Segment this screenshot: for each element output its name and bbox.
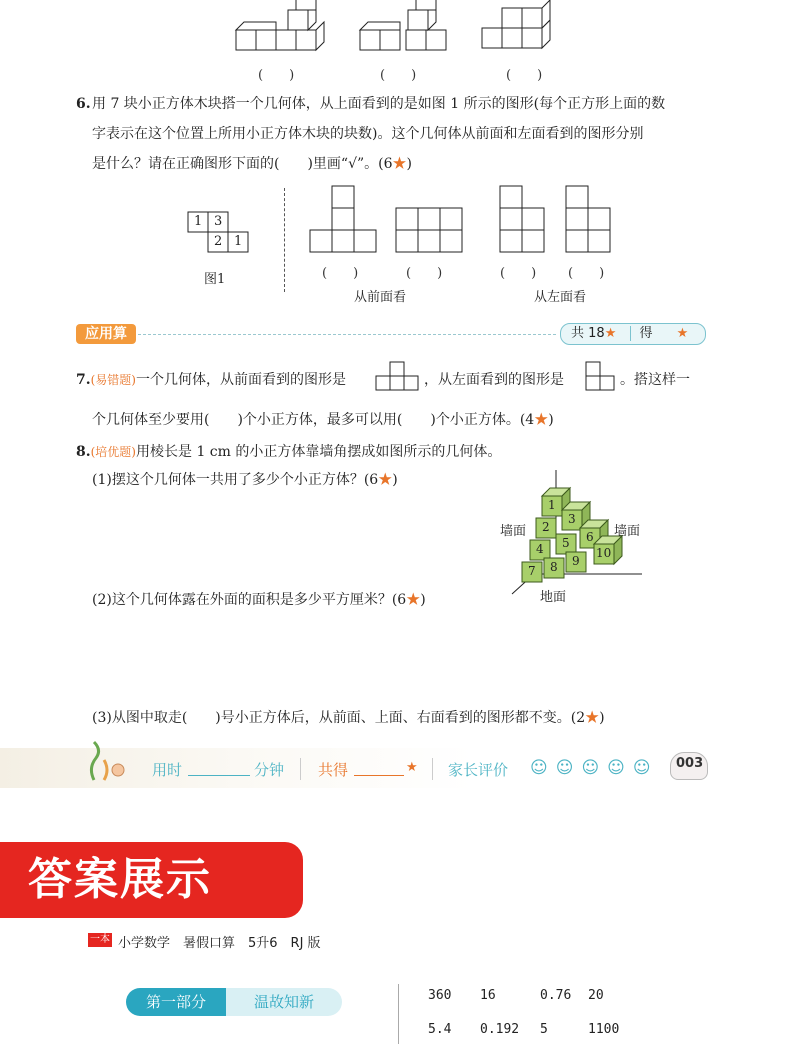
- q7-number: 7.: [76, 372, 91, 388]
- cube-number: 8: [550, 560, 558, 574]
- footer-divider: [432, 758, 433, 780]
- cube-number: 6: [586, 530, 594, 544]
- parent-label: 家长评价: [448, 761, 509, 779]
- answer-value: 20: [588, 988, 604, 1003]
- q7-line-1: [76, 370, 346, 390]
- q8-line-1: [76, 442, 501, 462]
- answer-value: 0.76: [540, 988, 572, 1003]
- grid-number: 2: [214, 234, 223, 249]
- section-title: 应用算: [76, 324, 136, 344]
- q7-text-c: 。搭这样一: [620, 372, 690, 388]
- section-divider: [138, 334, 556, 335]
- answer-value: 16: [480, 988, 496, 1003]
- front-view-option-a: [310, 186, 380, 256]
- q6-paren-1[interactable]: ( ): [322, 266, 359, 281]
- got-label: 共得: [318, 761, 349, 779]
- q8-number: 8.: [76, 444, 91, 460]
- cube-figure-1: [232, 0, 332, 60]
- q8-sub-1-wrap: (1)摆这个几何体一共用了多少个小正方体？(6★): [92, 472, 398, 488]
- q6-line-1: 用 7 块小正方体木块搭一个几何体，从上面看到的是如图 1 所示的图形(每个正方形上面的数: [92, 96, 666, 112]
- left-view-option-a: [500, 186, 550, 256]
- front-view-option-b: [396, 208, 466, 258]
- cube-figure-2: [356, 0, 456, 60]
- q8-sub-1: (1)摆这个几何体一共用了多少个小正方体？(6: [92, 472, 379, 488]
- figure-1-label: 图1: [204, 272, 226, 287]
- section-total: 共 18: [571, 326, 605, 341]
- q8-sub-2: (2)这个几何体露在外面的面积是多少平方厘米？(6: [92, 592, 407, 608]
- top-paren-3[interactable]: ( ): [506, 68, 543, 83]
- answer-banner: 答案展示: [0, 842, 303, 918]
- left-view-option-b: [566, 186, 616, 256]
- star-icon: ★: [604, 326, 617, 341]
- answer-column-divider: [398, 984, 399, 1044]
- section-score: 得: [630, 326, 652, 341]
- star-icon: ★: [676, 326, 689, 341]
- cube-number: 2: [542, 520, 550, 534]
- left-view-label: 从左面看: [534, 290, 587, 305]
- q6-line-3: 是什么？请在正确图形下面的( )里画“√”。(6: [92, 156, 393, 172]
- q6-paren-3[interactable]: ( ): [500, 266, 537, 281]
- star-icon: ★: [406, 592, 421, 608]
- book-title: 小学数学 暑假口算 5升6 RJ 版: [118, 936, 321, 951]
- q7-line-2-wrap: 个几何体至少要用( )个小正方体，最多可以用( )个小正方体。(4★): [92, 412, 554, 428]
- star-icon: ★: [378, 472, 393, 488]
- answer-value: 1100: [588, 1022, 620, 1037]
- q6-divider: [284, 188, 285, 292]
- time-label: 用时: [152, 761, 183, 779]
- star-icon: ★: [392, 156, 407, 172]
- q7-line-2: 个几何体至少要用( )个小正方体，最多可以用( )个小正方体。(4: [92, 412, 535, 428]
- book-logo: 一本: [90, 934, 110, 945]
- cube-number: 5: [562, 536, 570, 550]
- top-paren-2[interactable]: ( ): [380, 68, 417, 83]
- q7-text-a: 一个几何体，从前面看到的图形是: [136, 372, 346, 388]
- q8-sub-3: (3)从图中取走( )号小正方体后，从前面、上面、右面看到的图形都不变。(2: [92, 710, 586, 726]
- star-icon: ★: [585, 710, 600, 726]
- q8-text: 用棱长是 1 cm 的小正方体靠墙角摆成如图所示的几何体。: [136, 444, 502, 460]
- q6-paren-4[interactable]: ( ): [568, 266, 605, 281]
- minute-label: 分钟: [254, 761, 285, 779]
- grid-number: 1: [194, 214, 203, 229]
- q6-line-3-wrap: 是什么？请在正确图形下面的( )里画“√”。(6★): [92, 156, 412, 172]
- answer-value: 360: [428, 988, 452, 1003]
- cube-figure-3: [480, 0, 580, 60]
- answer-value: 0.192: [480, 1022, 520, 1037]
- q8-sub-2-wrap: (2)这个几何体露在外面的面积是多少平方厘米？(6★): [92, 592, 426, 608]
- part-title: 温故知新: [226, 988, 342, 1016]
- seaweed-icon: [84, 742, 134, 782]
- cube-number: 3: [568, 512, 576, 526]
- got-blank[interactable]: [354, 775, 404, 776]
- cube-number: 10: [596, 546, 612, 560]
- q6-line-2: 字表示在这个位置上所用小正方体木块的块数)。这个几何体从前面和左面看到的图形分别: [92, 126, 644, 142]
- page-number: 003: [676, 756, 704, 771]
- time-blank[interactable]: [188, 775, 250, 776]
- star-icon: ★: [406, 760, 418, 775]
- part-label: 第一部分: [126, 988, 226, 1016]
- wall-right-label: 墙面: [614, 524, 641, 539]
- grid-number: 1: [234, 234, 243, 249]
- front-view-label: 从前面看: [354, 290, 407, 305]
- footer-divider: [300, 758, 301, 780]
- smiley-icons[interactable]: ☺☺☺☺☺: [530, 758, 659, 778]
- q7-tag: (易错题): [90, 373, 136, 387]
- top-paren-1[interactable]: ( ): [258, 68, 295, 83]
- q6-paren-2[interactable]: ( ): [406, 266, 443, 281]
- cube-number: 1: [548, 498, 556, 512]
- q6-number: 6.: [76, 96, 91, 112]
- q8-tag: (培优题): [90, 445, 136, 459]
- answer-value: 5.4: [428, 1022, 452, 1037]
- floor-label: 地面: [540, 590, 567, 605]
- q8-sub-3-wrap: (3)从图中取走( )号小正方体后，从前面、上面、右面看到的图形都不变。(2★): [92, 710, 605, 726]
- wall-left-label: 墙面: [500, 524, 527, 539]
- cube-number: 9: [572, 554, 580, 568]
- answer-value: 5: [540, 1022, 548, 1037]
- grid-number: 3: [214, 214, 223, 229]
- section-score-box: [560, 323, 706, 345]
- cube-number: 4: [536, 542, 544, 556]
- cube-number: 7: [528, 564, 536, 578]
- star-icon: ★: [534, 412, 549, 428]
- q7-text-b: ，从左面看到的图形是: [424, 372, 564, 388]
